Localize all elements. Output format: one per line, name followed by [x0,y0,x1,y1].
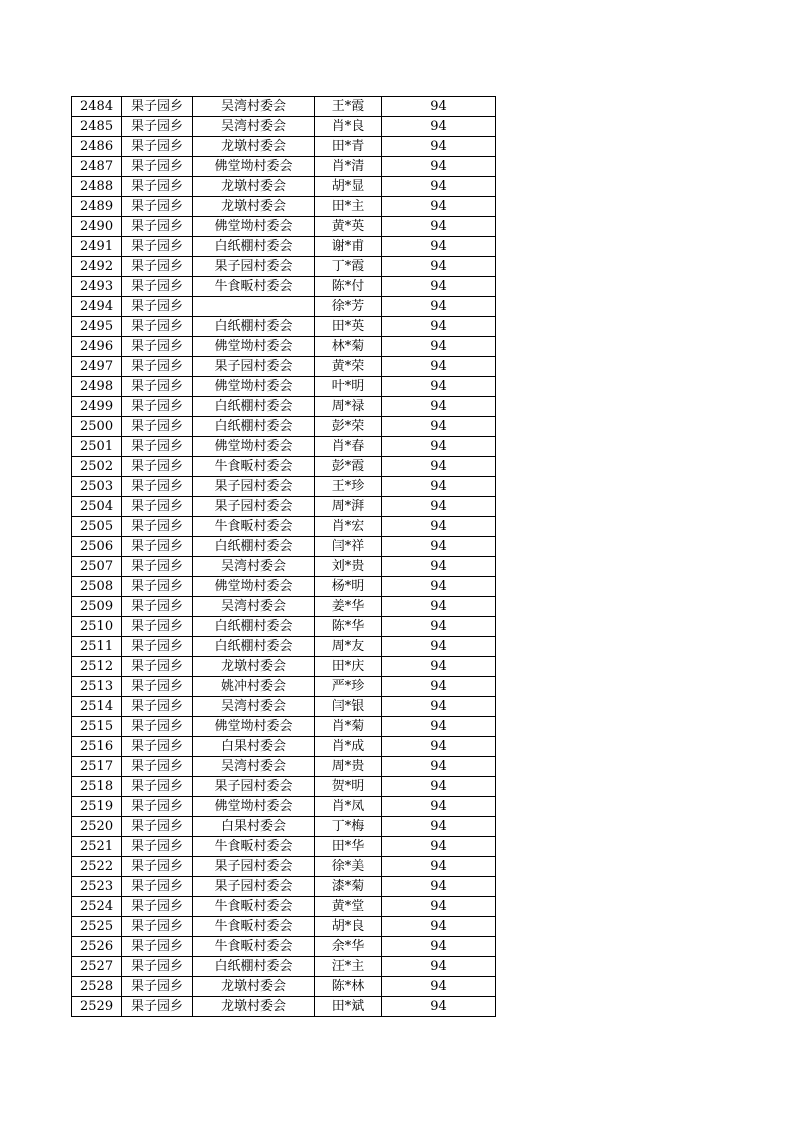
score-cell: 94 [382,457,496,477]
village-committee-cell: 果子园村委会 [193,257,315,277]
score-cell: 94 [382,817,496,837]
table-row [72,437,496,457]
person-name-cell: 彭*霞 [315,457,382,477]
row-number-cell: 2487 [72,157,122,177]
township-cell: 果子园乡 [122,997,193,1017]
village-committee-cell: 吴湾村委会 [193,117,315,137]
person-name-cell: 田*华 [315,837,382,857]
village-committee-cell: 白纸棚村委会 [193,537,315,557]
table-row [72,797,496,817]
person-name-cell: 黄*英 [315,217,382,237]
township-cell: 果子园乡 [122,617,193,637]
person-name-cell: 陈*华 [315,617,382,637]
person-name-cell: 王*珍 [315,477,382,497]
row-number-cell: 2520 [72,817,122,837]
table-row [72,177,496,197]
person-name-cell: 徐*芳 [315,297,382,317]
score-cell: 94 [382,697,496,717]
table-row [72,737,496,757]
person-name-cell: 余*华 [315,937,382,957]
person-name-cell: 王*霞 [315,97,382,117]
village-committee-cell: 果子园村委会 [193,357,315,377]
village-committee-cell: 牛食畈村委会 [193,277,315,297]
village-committee-cell: 白纸棚村委会 [193,317,315,337]
village-committee-cell: 白纸棚村委会 [193,957,315,977]
score-cell: 94 [382,117,496,137]
person-name-cell: 徐*美 [315,857,382,877]
village-committee-cell: 龙墩村委会 [193,657,315,677]
row-number-cell: 2506 [72,537,122,557]
township-cell: 果子园乡 [122,937,193,957]
score-cell: 94 [382,97,496,117]
person-name-cell: 杨*明 [315,577,382,597]
table-row [72,337,496,357]
row-number-cell: 2513 [72,677,122,697]
row-number-cell: 2511 [72,637,122,657]
person-name-cell: 黄*荣 [315,357,382,377]
person-name-cell: 姜*华 [315,597,382,617]
person-name-cell: 田*青 [315,137,382,157]
score-cell: 94 [382,317,496,337]
village-committee-cell: 吴湾村委会 [193,97,315,117]
score-cell: 94 [382,577,496,597]
person-name-cell: 彭*荣 [315,417,382,437]
person-name-cell: 周*贵 [315,757,382,777]
table-row [72,137,496,157]
person-name-cell: 胡*良 [315,917,382,937]
score-cell: 94 [382,957,496,977]
village-committee-cell: 吴湾村委会 [193,697,315,717]
score-cell: 94 [382,217,496,237]
row-number-cell: 2494 [72,297,122,317]
person-name-cell: 黄*堂 [315,897,382,917]
township-cell: 果子园乡 [122,377,193,397]
person-name-cell: 田*斌 [315,997,382,1017]
table-row [72,937,496,957]
person-name-cell: 田*庆 [315,657,382,677]
row-number-cell: 2510 [72,617,122,637]
row-number-cell: 2497 [72,357,122,377]
person-name-cell: 丁*梅 [315,817,382,837]
person-name-cell: 周*湃 [315,497,382,517]
table-row [72,277,496,297]
table-row [72,117,496,137]
row-number-cell: 2529 [72,997,122,1017]
score-cell: 94 [382,297,496,317]
township-cell: 果子园乡 [122,677,193,697]
village-committee-cell: 牛食畈村委会 [193,897,315,917]
row-number-cell: 2507 [72,557,122,577]
row-number-cell: 2527 [72,957,122,977]
person-name-cell: 闫*祥 [315,537,382,557]
township-cell: 果子园乡 [122,317,193,337]
person-name-cell: 胡*显 [315,177,382,197]
township-cell: 果子园乡 [122,217,193,237]
village-committee-cell: 果子园村委会 [193,857,315,877]
row-number-cell: 2519 [72,797,122,817]
township-cell: 果子园乡 [122,257,193,277]
township-cell: 果子园乡 [122,297,193,317]
table-row [72,657,496,677]
score-cell: 94 [382,757,496,777]
table-row [72,157,496,177]
village-committee-cell: 白纸棚村委会 [193,237,315,257]
row-number-cell: 2490 [72,217,122,237]
township-cell: 果子园乡 [122,557,193,577]
row-number-cell: 2521 [72,837,122,857]
township-cell: 果子园乡 [122,177,193,197]
row-number-cell: 2484 [72,97,122,117]
village-committee-cell: 白纸棚村委会 [193,397,315,417]
township-cell: 果子园乡 [122,137,193,157]
table-row [72,377,496,397]
village-committee-cell: 佛堂坳村委会 [193,717,315,737]
township-cell: 果子园乡 [122,437,193,457]
person-name-cell: 肖*清 [315,157,382,177]
score-cell: 94 [382,917,496,937]
row-number-cell: 2489 [72,197,122,217]
village-committee-cell: 白果村委会 [193,737,315,757]
village-committee-cell: 吴湾村委会 [193,597,315,617]
township-cell: 果子园乡 [122,597,193,617]
person-name-cell: 漆*菊 [315,877,382,897]
table-row [72,877,496,897]
row-number-cell: 2515 [72,717,122,737]
table-row [72,497,496,517]
person-name-cell: 肖*良 [315,117,382,137]
village-committee-cell: 果子园村委会 [193,477,315,497]
person-name-cell: 汪*主 [315,957,382,977]
row-number-cell: 2518 [72,777,122,797]
township-cell: 果子园乡 [122,817,193,837]
table-row [72,317,496,337]
township-cell: 果子园乡 [122,237,193,257]
township-cell: 果子园乡 [122,357,193,377]
row-number-cell: 2500 [72,417,122,437]
person-name-cell: 周*友 [315,637,382,657]
village-committee-cell: 佛堂坳村委会 [193,377,315,397]
score-cell: 94 [382,357,496,377]
table-row [72,357,496,377]
row-number-cell: 2517 [72,757,122,777]
village-committee-cell: 牛食畈村委会 [193,937,315,957]
village-committee-cell: 牛食畈村委会 [193,917,315,937]
score-cell: 94 [382,937,496,957]
township-cell: 果子园乡 [122,657,193,677]
village-committee-cell: 佛堂坳村委会 [193,157,315,177]
row-number-cell: 2491 [72,237,122,257]
person-name-cell: 田*英 [315,317,382,337]
score-cell: 94 [382,137,496,157]
village-committee-cell: 佛堂坳村委会 [193,797,315,817]
row-number-cell: 2505 [72,517,122,537]
township-cell: 果子园乡 [122,337,193,357]
village-committee-cell: 牛食畈村委会 [193,457,315,477]
table-row [72,897,496,917]
township-cell: 果子园乡 [122,497,193,517]
table-row [72,977,496,997]
township-cell: 果子园乡 [122,157,193,177]
roster-table [71,96,496,1017]
score-cell: 94 [382,617,496,637]
score-cell: 94 [382,897,496,917]
village-committee-cell: 龙墩村委会 [193,197,315,217]
score-cell: 94 [382,497,496,517]
row-number-cell: 2522 [72,857,122,877]
table-row [72,237,496,257]
row-number-cell: 2509 [72,597,122,617]
village-committee-cell: 佛堂坳村委会 [193,577,315,597]
row-number-cell: 2496 [72,337,122,357]
township-cell: 果子园乡 [122,717,193,737]
table-row [72,397,496,417]
score-cell: 94 [382,237,496,257]
row-number-cell: 2528 [72,977,122,997]
township-cell: 果子园乡 [122,117,193,137]
table-row [72,677,496,697]
person-name-cell: 谢*甫 [315,237,382,257]
village-committee-cell: 佛堂坳村委会 [193,437,315,457]
table-row [72,697,496,717]
row-number-cell: 2485 [72,117,122,137]
township-cell: 果子园乡 [122,517,193,537]
person-name-cell: 周*禄 [315,397,382,417]
score-cell: 94 [382,977,496,997]
row-number-cell: 2524 [72,897,122,917]
village-committee-cell: 吴湾村委会 [193,557,315,577]
score-cell: 94 [382,637,496,657]
village-committee-cell: 佛堂坳村委会 [193,217,315,237]
row-number-cell: 2516 [72,737,122,757]
row-number-cell: 2504 [72,497,122,517]
village-committee-cell: 吴湾村委会 [193,757,315,777]
row-number-cell: 2525 [72,917,122,937]
score-cell: 94 [382,877,496,897]
township-cell: 果子园乡 [122,197,193,217]
township-cell: 果子园乡 [122,97,193,117]
township-cell: 果子园乡 [122,857,193,877]
township-cell: 果子园乡 [122,977,193,997]
township-cell: 果子园乡 [122,277,193,297]
person-name-cell: 肖*菊 [315,717,382,737]
village-committee-cell: 龙墩村委会 [193,177,315,197]
table-row [72,537,496,557]
village-committee-cell: 姚冲村委会 [193,677,315,697]
score-cell: 94 [382,197,496,217]
village-committee-cell: 牛食畈村委会 [193,517,315,537]
township-cell: 果子园乡 [122,797,193,817]
township-cell: 果子园乡 [122,757,193,777]
township-cell: 果子园乡 [122,697,193,717]
person-name-cell: 闫*银 [315,697,382,717]
score-cell: 94 [382,517,496,537]
table-row [72,997,496,1017]
row-number-cell: 2488 [72,177,122,197]
score-cell: 94 [382,377,496,397]
table-row [72,517,496,537]
score-cell: 94 [382,477,496,497]
score-cell: 94 [382,777,496,797]
row-number-cell: 2503 [72,477,122,497]
table-row [72,477,496,497]
village-committee-cell: 果子园村委会 [193,777,315,797]
village-committee-cell: 牛食畈村委会 [193,837,315,857]
person-name-cell: 肖*宏 [315,517,382,537]
row-number-cell: 2492 [72,257,122,277]
row-number-cell: 2486 [72,137,122,157]
person-name-cell: 田*主 [315,197,382,217]
score-cell: 94 [382,437,496,457]
township-cell: 果子园乡 [122,537,193,557]
person-name-cell: 刘*贵 [315,557,382,577]
person-name-cell: 陈*付 [315,277,382,297]
score-cell: 94 [382,397,496,417]
table-row [72,557,496,577]
score-cell: 94 [382,717,496,737]
table-row [72,197,496,217]
table-row [72,297,496,317]
score-cell: 94 [382,537,496,557]
row-number-cell: 2498 [72,377,122,397]
table-row [72,637,496,657]
table-row [72,837,496,857]
township-cell: 果子园乡 [122,477,193,497]
score-cell: 94 [382,177,496,197]
table-row [72,217,496,237]
score-cell: 94 [382,857,496,877]
score-cell: 94 [382,837,496,857]
person-name-cell: 陈*林 [315,977,382,997]
person-name-cell: 肖*凤 [315,797,382,817]
table-row [72,917,496,937]
village-committee-cell: 白纸棚村委会 [193,637,315,657]
township-cell: 果子园乡 [122,917,193,937]
row-number-cell: 2499 [72,397,122,417]
row-number-cell: 2512 [72,657,122,677]
roster-table-body [72,97,496,1017]
village-committee-cell: 果子园村委会 [193,877,315,897]
score-cell: 94 [382,257,496,277]
table-row [72,857,496,877]
row-number-cell: 2508 [72,577,122,597]
row-number-cell: 2526 [72,937,122,957]
table-row [72,957,496,977]
village-committee-cell: 佛堂坳村委会 [193,337,315,357]
score-cell: 94 [382,337,496,357]
score-cell: 94 [382,797,496,817]
score-cell: 94 [382,677,496,697]
table-row [72,457,496,477]
village-committee-cell: 龙墩村委会 [193,997,315,1017]
row-number-cell: 2493 [72,277,122,297]
village-committee-cell: 白纸棚村委会 [193,617,315,637]
village-committee-cell: 龙墩村委会 [193,137,315,157]
township-cell: 果子园乡 [122,897,193,917]
score-cell: 94 [382,277,496,297]
table-row [72,257,496,277]
township-cell: 果子园乡 [122,957,193,977]
table-row [72,717,496,737]
table-row [72,577,496,597]
village-committee-cell: 果子园村委会 [193,497,315,517]
village-committee-cell: 龙墩村委会 [193,977,315,997]
township-cell: 果子园乡 [122,457,193,477]
village-committee-cell: 白纸棚村委会 [193,417,315,437]
person-name-cell: 贺*明 [315,777,382,797]
table-row [72,97,496,117]
township-cell: 果子园乡 [122,737,193,757]
score-cell: 94 [382,997,496,1017]
village-committee-cell: 白果村委会 [193,817,315,837]
township-cell: 果子园乡 [122,837,193,857]
table-row [72,817,496,837]
row-number-cell: 2523 [72,877,122,897]
score-cell: 94 [382,557,496,577]
score-cell: 94 [382,597,496,617]
score-cell: 94 [382,157,496,177]
person-name-cell: 丁*霞 [315,257,382,277]
person-name-cell: 叶*明 [315,377,382,397]
table-row [72,757,496,777]
township-cell: 果子园乡 [122,397,193,417]
person-name-cell: 肖*春 [315,437,382,457]
row-number-cell: 2495 [72,317,122,337]
table-row [72,617,496,637]
table-row [72,777,496,797]
township-cell: 果子园乡 [122,637,193,657]
village-committee-cell [193,297,315,317]
score-cell: 94 [382,737,496,757]
township-cell: 果子园乡 [122,777,193,797]
score-cell: 94 [382,417,496,437]
score-cell: 94 [382,657,496,677]
person-name-cell: 严*珍 [315,677,382,697]
township-cell: 果子园乡 [122,877,193,897]
township-cell: 果子园乡 [122,417,193,437]
row-number-cell: 2502 [72,457,122,477]
person-name-cell: 肖*成 [315,737,382,757]
row-number-cell: 2514 [72,697,122,717]
row-number-cell: 2501 [72,437,122,457]
person-name-cell: 林*菊 [315,337,382,357]
table-row [72,597,496,617]
township-cell: 果子园乡 [122,577,193,597]
table-row [72,417,496,437]
